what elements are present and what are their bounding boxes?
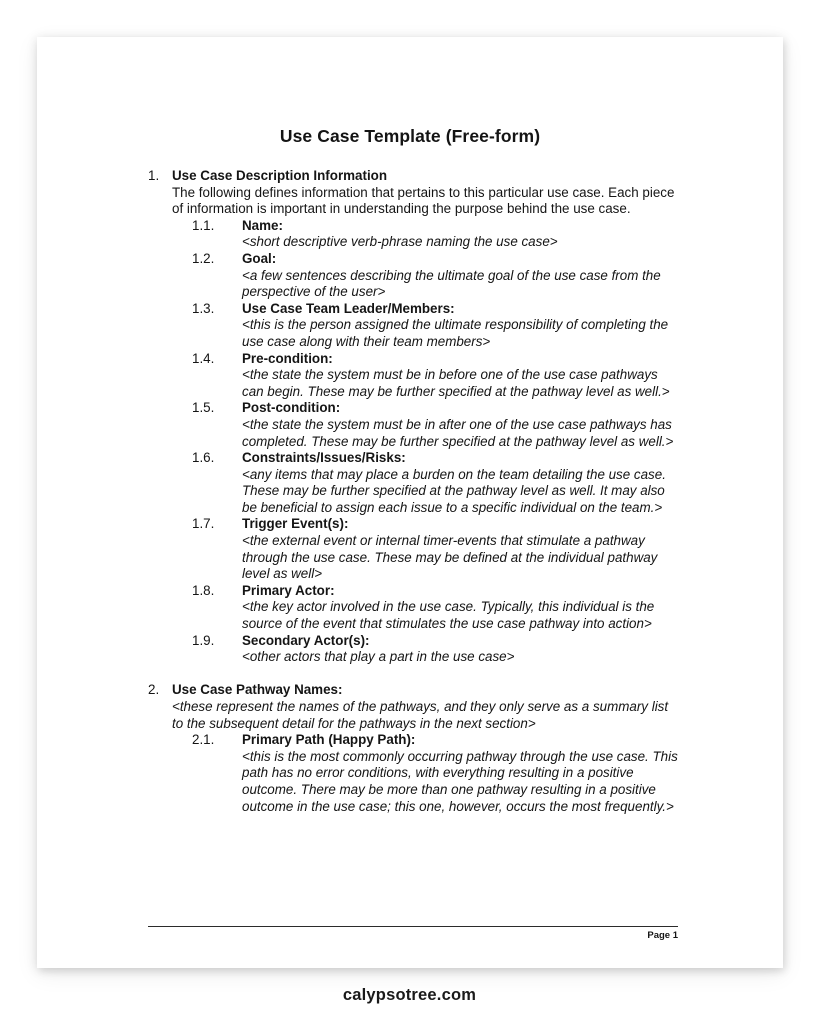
page-footer (148, 926, 678, 941)
subitem-body (242, 516, 678, 582)
section-1-subitems (192, 218, 678, 666)
section-1-number: 1. (148, 168, 160, 183)
subitem-text: <this is the most commonly occurring pathway through the use case. This path has no error conditions, with everything resulting in a positive outcome. There may be more than one pathway resulting in a positive outcome in the use case; this one, however, occurs the most frequently.> (242, 748, 678, 814)
subitem-label: Primary Path (Happy Path): (242, 732, 416, 748)
list-item (192, 400, 678, 450)
subitem-body (242, 732, 678, 815)
subitem-body (242, 400, 678, 450)
section-2-body (172, 682, 678, 815)
subitem-text: <the state the system must be in before one of the use case pathways can begin. These may be further specified at the pathway level as well.> (242, 367, 670, 399)
page-title: Use Case Template (Free-form) (279, 126, 541, 146)
section-2-subitems (192, 732, 678, 815)
subitem-body (242, 450, 678, 516)
section-1-body (172, 168, 678, 666)
list-item (192, 251, 678, 301)
subitem-text: <a few sentences describing the ultimate goal of the use case from the perspective of the user> (242, 267, 661, 300)
subitem-label: Trigger Event(s): (242, 516, 349, 532)
list-item (192, 450, 678, 516)
subitem-number: 1.8. (192, 582, 215, 598)
subitem-body (242, 218, 678, 251)
list-item (192, 301, 678, 351)
page-number: Page 1 (647, 930, 678, 941)
section-2 (148, 682, 678, 815)
subitem-number: 1.3. (192, 300, 215, 316)
subitem-number: 2.1. (192, 732, 215, 748)
list-item (192, 516, 678, 582)
section-2-heading: Use Case Pathway Names: (172, 682, 343, 698)
subitem-number: 1.1. (192, 217, 215, 233)
subitem-label: Post-condition: (242, 400, 341, 416)
section-2-description: <these represent the names of the pathways, and they only serve as a summary list to the subsequent detail for the pathways in the next section> (172, 699, 669, 731)
subitem-text: <the external event or internal timer-events that stimulate a pathway through the use case. These may be defined at the individual pathway level as well> (242, 533, 658, 582)
subitem-number: 1.5. (192, 400, 215, 416)
site-watermark: calypsotree.com (342, 986, 477, 1004)
subitem-text: <the state the system must be in after one of the use case pathways has completed. These may be further specified at the pathway level as well.> (242, 416, 674, 449)
subitem-number: 1.4. (192, 350, 215, 366)
list-item (192, 351, 678, 401)
subitem-number: 1.9. (192, 632, 215, 648)
list-item (192, 583, 678, 633)
section-1-description: The following defines information that pertains to this particular use case. Each piece of information is important in understanding the purpose behind the use case. (172, 184, 675, 217)
section-1 (148, 168, 678, 666)
subitem-number: 1.2. (192, 250, 215, 266)
subitem-body (242, 583, 678, 633)
document-body (148, 168, 678, 815)
subitem-label: Secondary Actor(s): (242, 632, 370, 648)
subitem-number: 1.7. (192, 516, 215, 532)
subitem-text: <any items that may place a burden on the team detailing the use case. These may be further specified at the pathway level as well. It may also be beneficial to assign each issue to a specific individual on the team.> (242, 466, 666, 515)
list-item (192, 218, 678, 251)
subitem-number: 1.6. (192, 450, 215, 466)
list-item (192, 633, 678, 666)
section-spacer (148, 666, 678, 683)
subitem-label: Use Case Team Leader/Members: (242, 300, 455, 316)
subitem-body (242, 251, 678, 301)
footer-divider (148, 926, 678, 927)
section-2-number: 2. (148, 682, 160, 698)
subitem-text: <this is the person assigned the ultimate responsibility of completing the use case along with their team members> (242, 317, 669, 349)
subitem-body (242, 351, 678, 401)
subitem-label: Goal: (242, 250, 277, 266)
subitem-label: Primary Actor: (242, 582, 335, 598)
document-page (37, 37, 783, 968)
subitem-text: <other actors that play a part in the use case> (242, 649, 515, 665)
subitem-body (242, 633, 678, 666)
section-1-heading: Use Case Description Information (172, 168, 388, 183)
list-item (192, 732, 678, 815)
subitem-label: Constraints/Issues/Risks: (242, 450, 406, 466)
subitem-body (242, 301, 678, 351)
subitem-text: <the key actor involved in the use case. Typically, this individual is the source of the event that stimulates the use case pathway into action> (242, 599, 655, 632)
subitem-label: Name: (242, 217, 283, 233)
subitem-text: <short descriptive verb-phrase naming the use case> (242, 234, 558, 250)
subitem-label: Pre-condition: (242, 350, 333, 366)
